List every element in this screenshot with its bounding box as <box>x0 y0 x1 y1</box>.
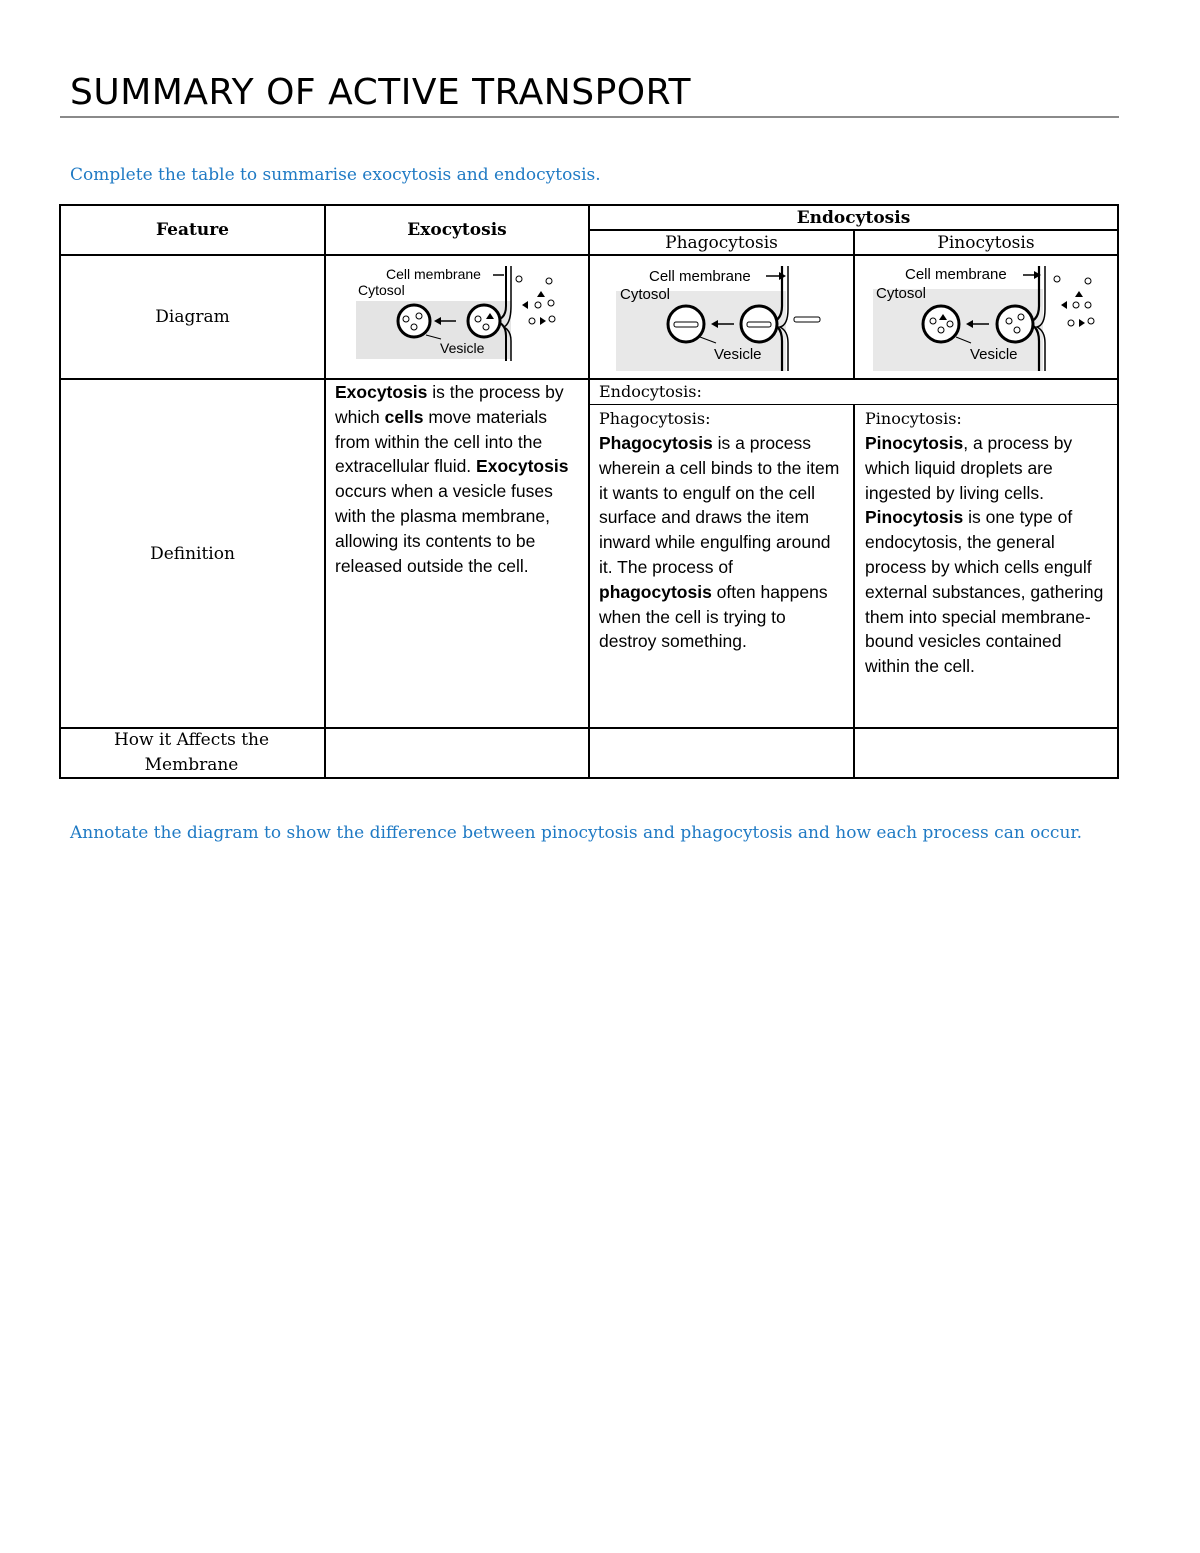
pinocytosis-diagram <box>873 261 1103 373</box>
header-exocytosis: Exocytosis <box>407 220 507 240</box>
title-rule <box>60 116 1119 118</box>
header-feature: Feature <box>156 220 229 240</box>
pinocytosis-definition: Pinocytosis: Pinocytosis, a process by which liquid droplets are ingested by living cells. Pinocytosis is one type of endocytosis, the general process by which cells engulf external substances, gathering them into special membrane-bound vesicles contained within the cell. <box>865 407 1111 679</box>
row-label-definition: Definition <box>150 543 235 564</box>
annotate-instruction: Annotate the diagram to show the difference between pinocytosis and phagocytosis and how each process can occur. <box>70 823 1083 843</box>
pinocytosis-label: Pinocytosis: <box>865 409 962 428</box>
exocytosis-membrane-cell[interactable] <box>326 729 588 777</box>
cytosol-label: Cytosol <box>358 282 405 298</box>
phagocytosis-label: Phagocytosis: <box>599 409 711 428</box>
page-title: SUMMARY OF ACTIVE TRANSPORT <box>70 72 692 113</box>
row-label-membrane: How it Affects the Membrane <box>113 730 270 775</box>
cell-membrane-label: Cell membrane <box>905 266 1007 283</box>
header-phagocytosis: Phagocytosis <box>665 232 778 253</box>
phagocytosis-definition: Phagocytosis: Phagocytosis is a process wherein a cell binds to the item it wants to engulf on the cell surface and draws the item inward while engulfing around it. The process of phagocytosis often happens when the cell is trying to destroy something. <box>599 407 847 654</box>
cell-membrane-label: Cell membrane <box>649 268 751 285</box>
vesicle-label: Vesicle <box>970 346 1018 363</box>
header-endocytosis: Endocytosis <box>796 207 911 228</box>
vesicle-label: Vesicle <box>440 340 485 356</box>
exocytosis-definition: Exocytosis is the process by which cells move materials from within the cell into the extracellular fluid. Exocytosis occurs when a vesicle fuses with the plasma membrane, allowing its contents to be released outside the cell. <box>335 382 569 576</box>
vesicle-label: Vesicle <box>714 346 762 363</box>
header-pinocytosis: Pinocytosis <box>937 232 1035 253</box>
pinocytosis-membrane-cell[interactable] <box>855 729 1117 777</box>
exocytosis-diagram <box>356 261 566 361</box>
cytosol-label: Cytosol <box>876 285 927 302</box>
row-label-diagram: Diagram <box>155 307 230 327</box>
endocytosis-label: Endocytosis: <box>599 382 702 401</box>
phagocytosis-diagram <box>616 261 826 373</box>
cell-membrane-label: Cell membrane <box>386 266 481 282</box>
cytosol-label: Cytosol <box>620 286 671 303</box>
table-instruction: Complete the table to summarise exocytosis and endocytosis. <box>70 165 601 185</box>
summary-table <box>59 204 1119 779</box>
phagocytosis-membrane-cell[interactable] <box>590 729 853 777</box>
